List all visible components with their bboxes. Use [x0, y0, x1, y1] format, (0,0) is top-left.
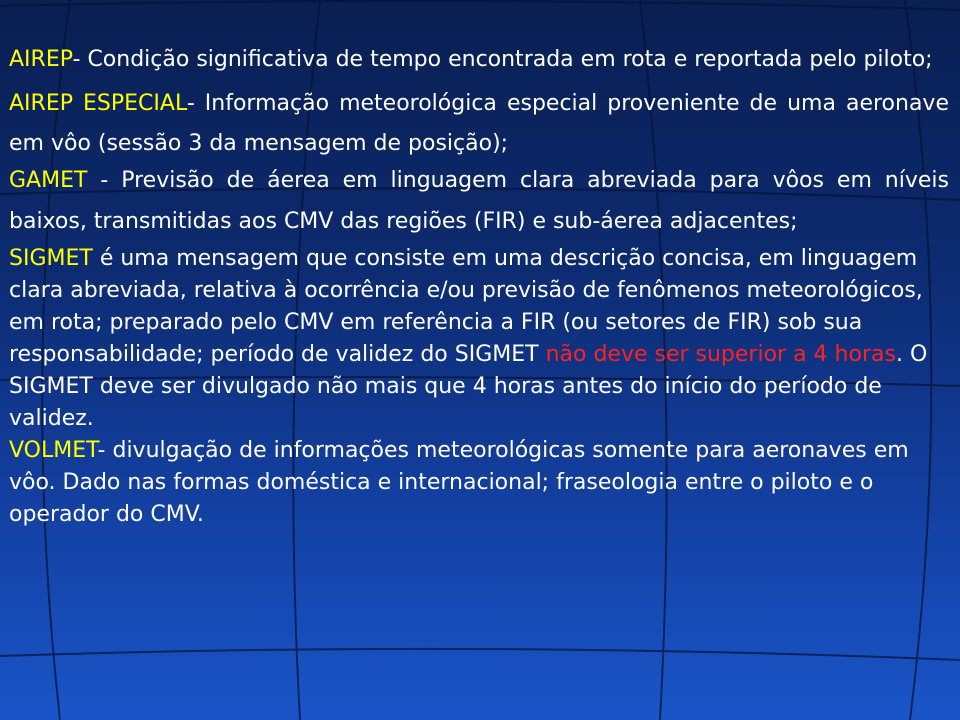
- definition-text: - Previsão de áerea em linguagem clara abreviada para vôos em níveis baixos, transmitidas aos CMV das regiões (FIR) e sub-áerea adjacentes;: [9, 168, 949, 234]
- definition-text: - Condição significativa de tempo encontrada em rota e reportada pelo piloto;: [72, 47, 933, 72]
- term-airep: AIREP: [9, 47, 73, 72]
- definition-airep: [9, 40, 949, 80]
- definition-text: - divulgação de informações meteorológicas somente para aeronaves em vôo. Dado nas formas doméstica e internacional; fraseologia entre o piloto e o operador do CMV.: [9, 438, 909, 527]
- term-volmet: VOLMET: [9, 438, 98, 463]
- definition-text: - Informação meteorológica especial proveniente de uma aeronave em vôo (sessão 3 da mensagem de posição);: [9, 91, 949, 156]
- validity-warning: não deve ser superior a 4 horas: [545, 342, 896, 367]
- term-gamet: GAMET: [9, 168, 88, 193]
- definition-airep-especial: [9, 84, 949, 164]
- term-sigmet: SIGMET: [9, 246, 93, 271]
- term-airep-especial: AIREP ESPECIAL: [9, 91, 187, 116]
- definition-sigmet: [9, 243, 949, 435]
- definition-volmet: [9, 435, 949, 531]
- definition-text: é uma mensagem que consiste em uma descrição concisa, em linguagem clara abreviada, relativa à ocorrência e/ou previsão de fenômenos meteorológicos, em rota; preparado pelo CMV em referência a FIR (ou setores de FIR) sob sua responsabilidade; período de validez do SIGMET: [9, 246, 923, 367]
- definition-text: . O SIGMET deve ser divulgado não mais que 4 horas antes do início do período de validez.: [9, 342, 928, 431]
- slide-text-body: [9, 40, 949, 531]
- definition-gamet: [9, 160, 949, 242]
